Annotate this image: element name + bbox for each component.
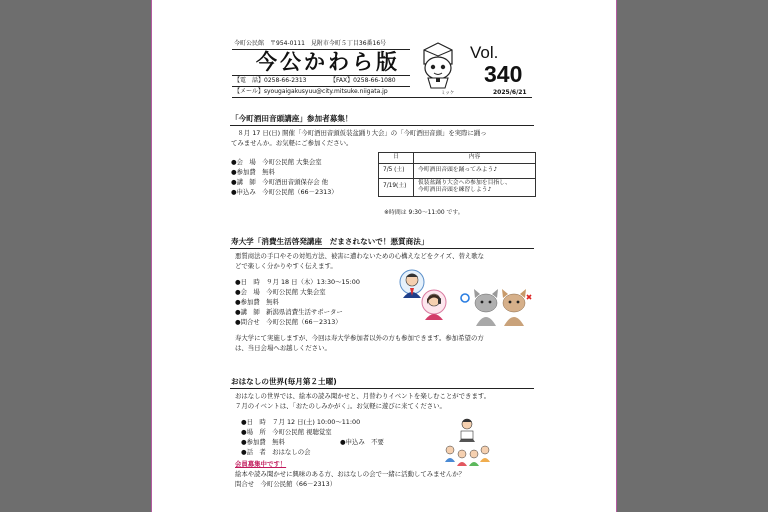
section2-detail-venue: ●会 場 今町公民館 大集会室 (235, 288, 326, 296)
issue-date: 2025/6/21 (493, 89, 527, 96)
section2-detail-fee: ●参加費 無料 (235, 298, 279, 306)
schedule-table (378, 152, 536, 197)
section3-detail-datetime: ●日 時 ７月 12 日(土) 10:00～11:00 (241, 418, 361, 426)
recruit-text: 絵本や読み聞かせに興味のある方、おはなしの会で一緒に活動してみませんか？ (235, 470, 466, 478)
org-address: 今町公民館 〒954-0111 見附市今町５丁目36番16号 (234, 40, 387, 47)
section2-detail-contact: ●問合せ 今町公民館（66－2313） (235, 318, 342, 326)
section2-closing-line1: 寿大学にて実施しますが、今回は寿大学参加者以外の方も参加できます。参加希望の方 (235, 334, 484, 342)
recruit-heading: 会員募集中です！ (235, 460, 287, 468)
section1-detail-fee: ●参加費 無料 (231, 168, 275, 176)
schedule-content-line: 仮装盆踊り大会への参加を目指し、 (418, 179, 511, 186)
volume-number: 340 (484, 61, 523, 87)
section3-detail-apply: ●申込み 不要 (340, 438, 384, 446)
schedule-time-note: ※時間は 9:30～11:00 です。 (384, 210, 464, 216)
mascot-name: ミッケ (441, 91, 455, 96)
tel-number: 【電 話】0258-66-2313 (234, 77, 307, 84)
schedule-content-cell: 今町酒田音頭を踊ってみよう♪ (414, 163, 536, 178)
section2-title: 寿大学「消費生活啓発講座 だまされないで！悪質商法」 (231, 237, 429, 246)
section3-detail-speaker: ●話 者 おはなしの会 (241, 448, 311, 456)
section3-intro-line1: おはなしの世界では、絵本の読み聞かせと、月替わりイベントを楽しむことができます。 (235, 392, 491, 400)
section3-title: おはなしの世界(毎月第２土曜) (231, 377, 337, 386)
phone-scam-illustration (392, 266, 454, 328)
email-address: 【メール】syougaigakusyuu@city.mitsuke.niigata.jp (234, 88, 388, 95)
section1-detail-venue: ●会 場 今町公民館 大集会室 (231, 158, 322, 166)
table-row (379, 178, 536, 196)
storytime-illustration (442, 416, 492, 466)
cats-quiz-illustration (458, 288, 532, 328)
section2-intro-line1: 悪質商法の手口やその対処方法、被害に遭わないための心構えなどをクイズ、替え歌な (235, 252, 485, 260)
section2-detail-instructor: ●講 師 新潟県消費生活サポーター (235, 308, 343, 316)
section2-closing-line2: は、当日会場へお越しください。 (235, 344, 331, 352)
section3-contact: 問合せ 今町公民館（66－2313） (235, 480, 337, 488)
section2-intro-line2: どで楽しく分かりやすく伝えます。 (235, 262, 337, 270)
table-row (379, 163, 536, 178)
schedule-content-line: 今町酒田音頭を練習しよう♪ (418, 187, 492, 193)
schedule-date-cell: 7/19(土) (379, 178, 414, 196)
fax-number: 【FAX】0258-66-1080 (330, 77, 396, 84)
volume-label: Vol. (470, 43, 499, 62)
mascot-illustration (418, 42, 458, 92)
section1-title: 「今町酒田音頭講座」参加者募集！ (231, 114, 353, 123)
section3-detail-fee: ●参加費 無料 (241, 438, 285, 446)
section1-detail-instructor: ●講 師 今町酒田音頭保存会 他 (231, 178, 329, 186)
section1-intro-line2: てみませんか。お気軽にご参加ください。 (231, 139, 353, 147)
section1-detail-apply: ●申込み 今町公民館（66－2313） (231, 188, 338, 196)
schedule-content-cell (414, 178, 536, 196)
section3-intro-line2: ７月のイベントは、「おたのしみかがく」。お気軽に遊びに来てください。 (235, 402, 446, 410)
schedule-header-content: 内容 (414, 153, 536, 164)
schedule-date-cell: 7/5 (土) (379, 163, 414, 178)
newsletter-page (152, 0, 616, 512)
section3-detail-place: ●場 所 今町公民館 視聴覚室 (241, 428, 332, 436)
section1-intro-line1: ８月 17 日(日) 開催「今町酒田音頭仮装盆踊り大会」の「今町酒田音頭」を実際に踊っ (231, 129, 487, 137)
schedule-header-date: 日 (379, 153, 414, 164)
section2-detail-datetime: ●日 時 ９月 18 日（木）13:30～15:00 (235, 278, 360, 286)
newsletter-title: 今公かわら版 (256, 50, 400, 74)
schedule-header-row (379, 153, 536, 164)
